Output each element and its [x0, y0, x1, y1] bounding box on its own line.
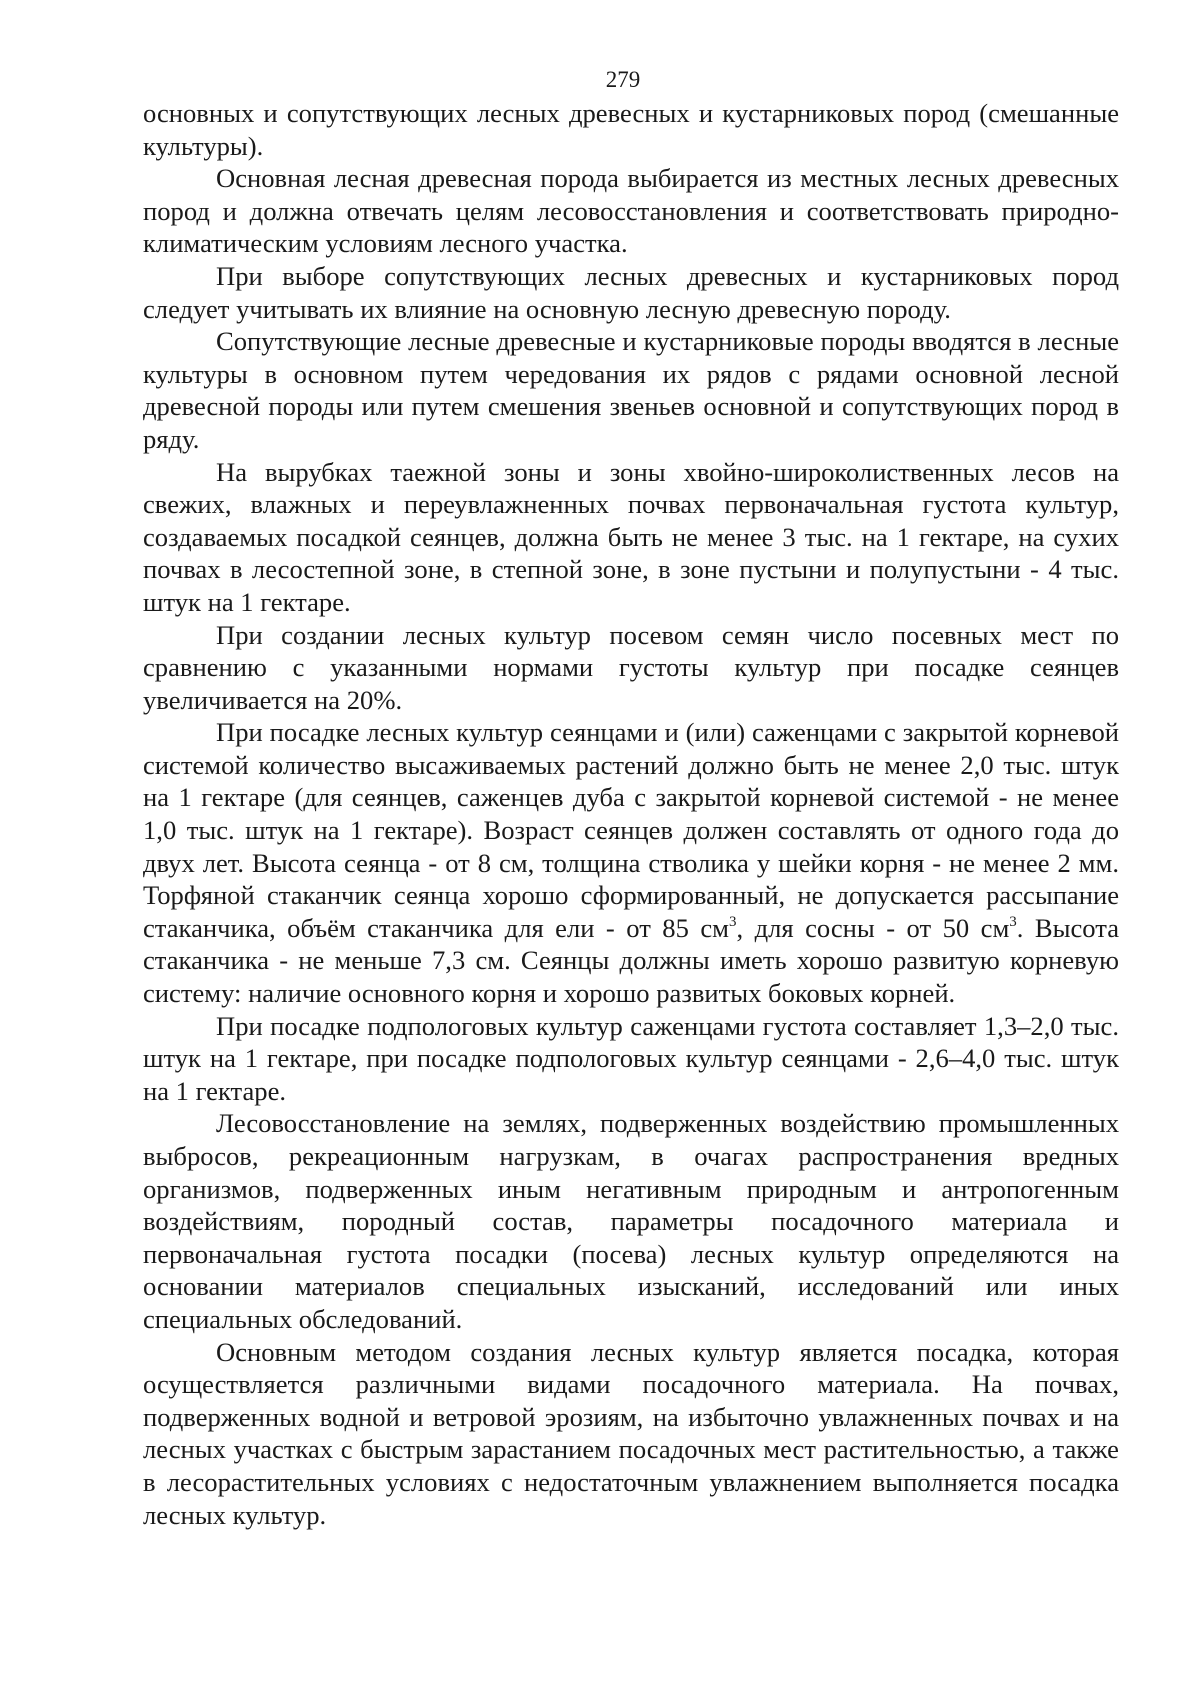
paragraph-initial-density: На вырубках таежной зоны и зоны хвойно-широколиственных лесов на свежих, влажных и переувлажненных почвах первоначальная густота культур, создаваемых посадкой сеянцев, должна быть не менее 3 тыс. на 1 гектаре, на сухих почвах в лесостепной зоне, в степной зоне, в зоне пустыни и полупустыни - 4 тыс. штук на 1 гектаре.: [143, 456, 1119, 617]
seedlings-text-part-3: . Высота стаканчика - не меньше 7,3 см. Сеянцы должны иметь хорошо развитую корневую систему: наличие основного корня и хорошо развитых боковых корней.: [143, 912, 1120, 1009]
document-body: [143, 97, 1119, 1531]
superscript-cubic-1: 3: [728, 913, 737, 930]
paragraph-companion-selection: При выборе сопутствующих лесных древесных и кустарниковых пород следует учитывать их влияние на основную лесную древесную породу.: [143, 260, 1119, 324]
page-number: 279: [605, 67, 641, 92]
paragraph-seed-sowing: При создании лесных культур посевом семян число посевных мест по сравнению с указанными нормами густоты культур при посадке сеянцев увеличивается на 20%.: [143, 619, 1119, 715]
seedlings-text-part-2: , для сосны - от 50 см: [736, 912, 1010, 943]
paragraph-planting-method: Основным методом создания лесных культур является посадка, которая осуществляется различными видами посадочного материала. На почвах, подверженных водной и ветровой эрозиям, на избыточно увлажненных почвах и на лесных участках с быстрым зарастанием посадочных мест растительностью, а также в лесорастительных условиях с недостаточным увлажнением выполняется посадка лесных культур.: [143, 1336, 1119, 1530]
superscript-cubic-2: 3: [1009, 913, 1017, 930]
paragraph-companion-planting: Сопутствующие лесные древесные и кустарниковые породы вводятся в лесные культуры в основном путем чередования их рядов с рядами основной лесной древесной породы или путем смешения звеньев основной и сопутствующих пород в ряду.: [143, 326, 1119, 454]
seedlings-text-part-1: При посадке лесных культур сеянцами и (или) саженцами с закрытой корневой системой количество высаживаемых растений должно быть не менее 2,0 тыс. штук на 1 гектаре (для сеянцев, саженцев дуба с закрытой корневой системой - не менее 1,0 тыс. штук на 1 гектаре). Возраст сеянцев должен составлять от одного года до двух лет. Высота сеянца - от 8 см, толщина стволика у шейки корня - не менее 2 мм. Торфяной стаканчик сеянца хорошо сформированный, не допускается рассыпание стаканчика, объём стаканчика для ели - от 85 см: [143, 717, 1119, 943]
paragraph-main-species: Основная лесная древесная порода выбирается из местных лесных древесных пород и должна отвечать целям лесовосстановления и соответствовать природно-климатическим условиям лесного участка.: [143, 163, 1119, 259]
paragraph-impacted-lands: Лесовосстановление на землях, подверженных воздействию промышленных выбросов, рекреационным нагрузкам, в очагах распространения вредных организмов, подверженных иным негативным природным и антропогенным воздействиям, породный состав, параметры посадочного материала и первоначальная густота посадки (посева) лесных культур определяются на основании материалов специальных изысканий, исследований или иных специальных обследований.: [143, 1108, 1119, 1334]
paragraph-closed-root-seedlings: [143, 716, 1119, 1009]
paragraph-underplanting: При посадке подпологовых культур саженцами густота составляет 1,3–2,0 тыс. штук на 1 гектаре, при посадке подпологовых культур сеянцами - 2,6–4,0 тыс. штук на 1 гектаре.: [143, 1010, 1119, 1106]
paragraph-continuation: основных и сопутствующих лесных древесных и кустарниковых пород (смешанные культуры).: [143, 98, 1119, 161]
